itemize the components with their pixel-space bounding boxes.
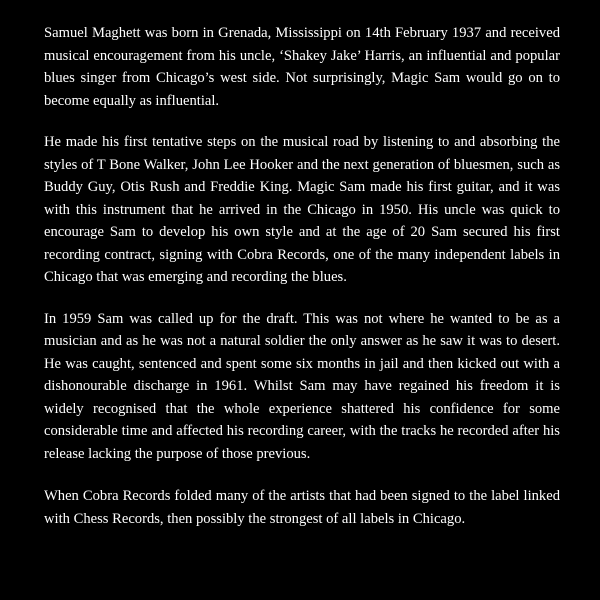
paragraph-cobra-records: When Cobra Records folded many of the artists that had been signed to the label linked with Chess Records, then possibly the strongest of all labels in Chicago.	[44, 488, 560, 527]
liner-notes-text	[44, 22, 560, 550]
paragraph-birth: Samuel Maghett was born in Grenada, Mississippi on 14th February 1937 and received musical encouragement from his uncle, ‘Shakey Jake’ Harris, an influential and popular blues singer from Chicago’s west side. Not surprisingly, Magic Sam would go on to become equally as influential.	[44, 25, 560, 109]
paragraph-draft: In 1959 Sam was called up for the draft. This was not where he wanted to be as a musician and as he was not a natural soldier the only answer as he saw it was to desert. He was caught, sentenced and spent some six months in jail and then kicked out with a dishonourable discharge in 1961. Whilst Sam may have regained his freedom it is widely recognised that the whole experience shattered his confidence for some considerable time and affected his recording career, with the tracks he recorded after his release lacking the purpose of those previous.	[44, 310, 560, 462]
paragraph-early-influences: He made his first tentative steps on the musical road by listening to and absorbing the styles of T Bone Walker, John Lee Hooker and the next generation of bluesmen, such as Buddy Guy, Otis Rush and Freddie King. Magic Sam made his first guitar, and it was with this instrument that he arrived in the Chicago in 1950. His uncle was quick to encourage Sam to develop his own style and at the age of 20 Sam secured his first recording contract, signing with Cobra Records, one of the many independent labels in Chicago that was emerging and recording the blues.	[44, 134, 560, 285]
